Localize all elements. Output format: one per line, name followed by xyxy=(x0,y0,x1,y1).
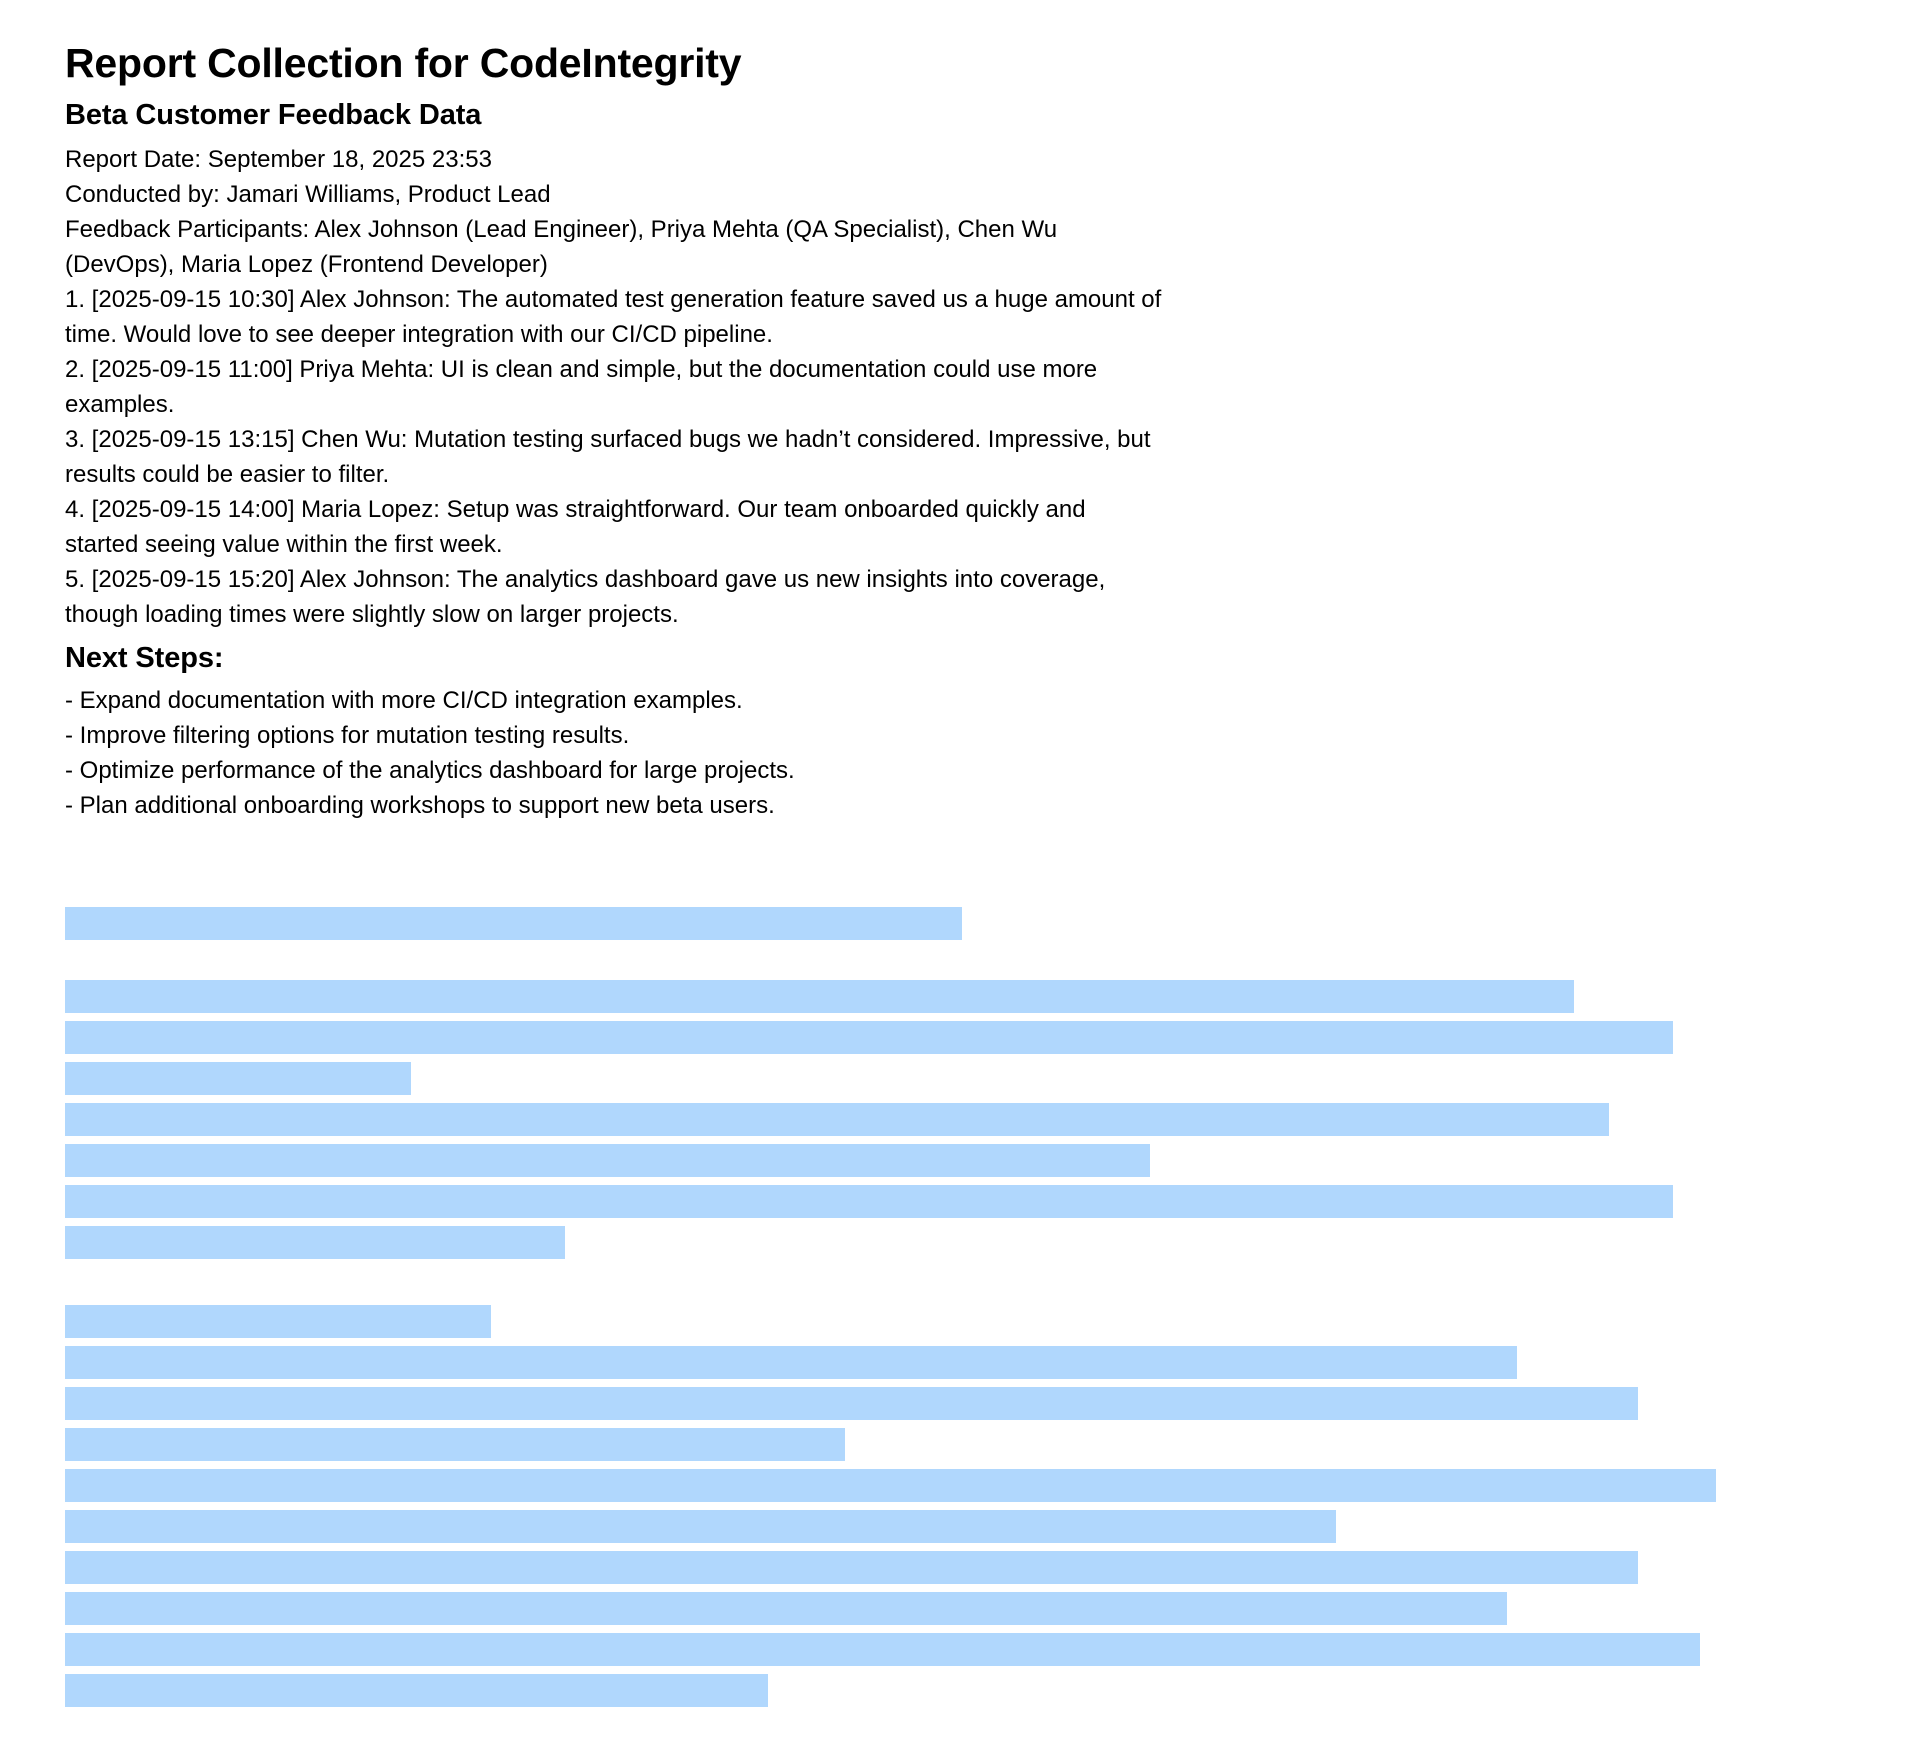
skeleton-bar xyxy=(65,907,962,940)
skeleton-group-1 xyxy=(65,907,1865,940)
participants-line-1: Feedback Participants: Alex Johnson (Lead Engineer), Priya Mehta (QA Specialist), Chen Wu xyxy=(65,215,1058,243)
next-step-item-4: - Plan additional onboarding workshops to support new beta users. xyxy=(65,791,775,819)
skeleton-bar xyxy=(65,1428,845,1461)
skeleton-bar xyxy=(65,980,1574,1013)
document-body xyxy=(65,38,1325,823)
skeleton-placeholder-region xyxy=(65,907,1865,1715)
next-step-item-3: - Optimize performance of the analytics dashboard for large projects. xyxy=(65,756,795,784)
next-step-item-1: - Expand documentation with more CI/CD integration examples. xyxy=(65,686,743,714)
participants-line-2: (DevOps), Maria Lopez (Frontend Developer) xyxy=(65,250,548,278)
document-subtitle: Beta Customer Feedback Data xyxy=(65,99,482,132)
skeleton-bar xyxy=(65,1021,1673,1054)
skeleton-bar xyxy=(65,1305,491,1338)
skeleton-group-2 xyxy=(65,980,1865,1259)
skeleton-bar xyxy=(65,1387,1638,1420)
page-title: Report Collection for CodeIntegrity xyxy=(65,40,742,86)
skeleton-group-gap-1 xyxy=(65,948,1865,980)
skeleton-bar xyxy=(65,1551,1638,1584)
next-step-item-2: - Improve filtering options for mutation testing results. xyxy=(65,721,630,749)
feedback-entry-4-line-1: 4. [2025-09-15 14:00] Maria Lopez: Setup was straightforward. Our team onboarded quickly and xyxy=(65,495,1086,523)
feedback-entry-2-line-2: examples. xyxy=(65,390,175,418)
skeleton-bar xyxy=(65,1592,1507,1625)
skeleton-bar xyxy=(65,1510,1336,1543)
report-metadata xyxy=(65,142,1325,282)
feedback-entry-3-line-2: results could be easier to filter. xyxy=(65,460,390,488)
skeleton-bar xyxy=(65,1226,565,1259)
skeleton-bar xyxy=(65,1185,1673,1218)
skeleton-bar xyxy=(65,1103,1609,1136)
skeleton-bar xyxy=(65,1062,411,1095)
skeleton-bar xyxy=(65,1633,1700,1666)
skeleton-group-3 xyxy=(65,1305,1865,1707)
skeleton-bar xyxy=(65,1144,1150,1177)
feedback-entry-5-line-1: 5. [2025-09-15 15:20] Alex Johnson: The analytics dashboard gave us new insights into coverage, xyxy=(65,565,1106,593)
conducted-by: Conducted by: Jamari Williams, Product Lead xyxy=(65,180,551,208)
feedback-entry-1-line-2: time. Would love to see deeper integration with our CI/CD pipeline. xyxy=(65,320,773,348)
report-date: Report Date: September 18, 2025 23:53 xyxy=(65,145,492,173)
feedback-entry-5-line-2: though loading times were slightly slow on larger projects. xyxy=(65,600,679,628)
next-steps-heading: Next Steps: xyxy=(65,641,224,674)
next-steps-list xyxy=(65,683,1325,823)
feedback-entry-2-line-1: 2. [2025-09-15 11:00] Priya Mehta: UI is clean and simple, but the documentation could use more xyxy=(65,355,1098,383)
skeleton-bar xyxy=(65,1469,1716,1502)
feedback-entry-4-line-2: started seeing value within the first week. xyxy=(65,530,503,558)
skeleton-bar xyxy=(65,1674,768,1707)
feedback-entry-3-line-1: 3. [2025-09-15 13:15] Chen Wu: Mutation testing surfaced bugs we hadn’t considered. Impressive, but xyxy=(65,425,1151,453)
feedback-entry-list xyxy=(65,282,1325,632)
skeleton-bar xyxy=(65,1346,1517,1379)
feedback-entry-1-line-1: 1. [2025-09-15 10:30] Alex Johnson: The automated test generation feature saved us a huge amount of xyxy=(65,285,1162,313)
skeleton-group-gap-2 xyxy=(65,1267,1865,1305)
